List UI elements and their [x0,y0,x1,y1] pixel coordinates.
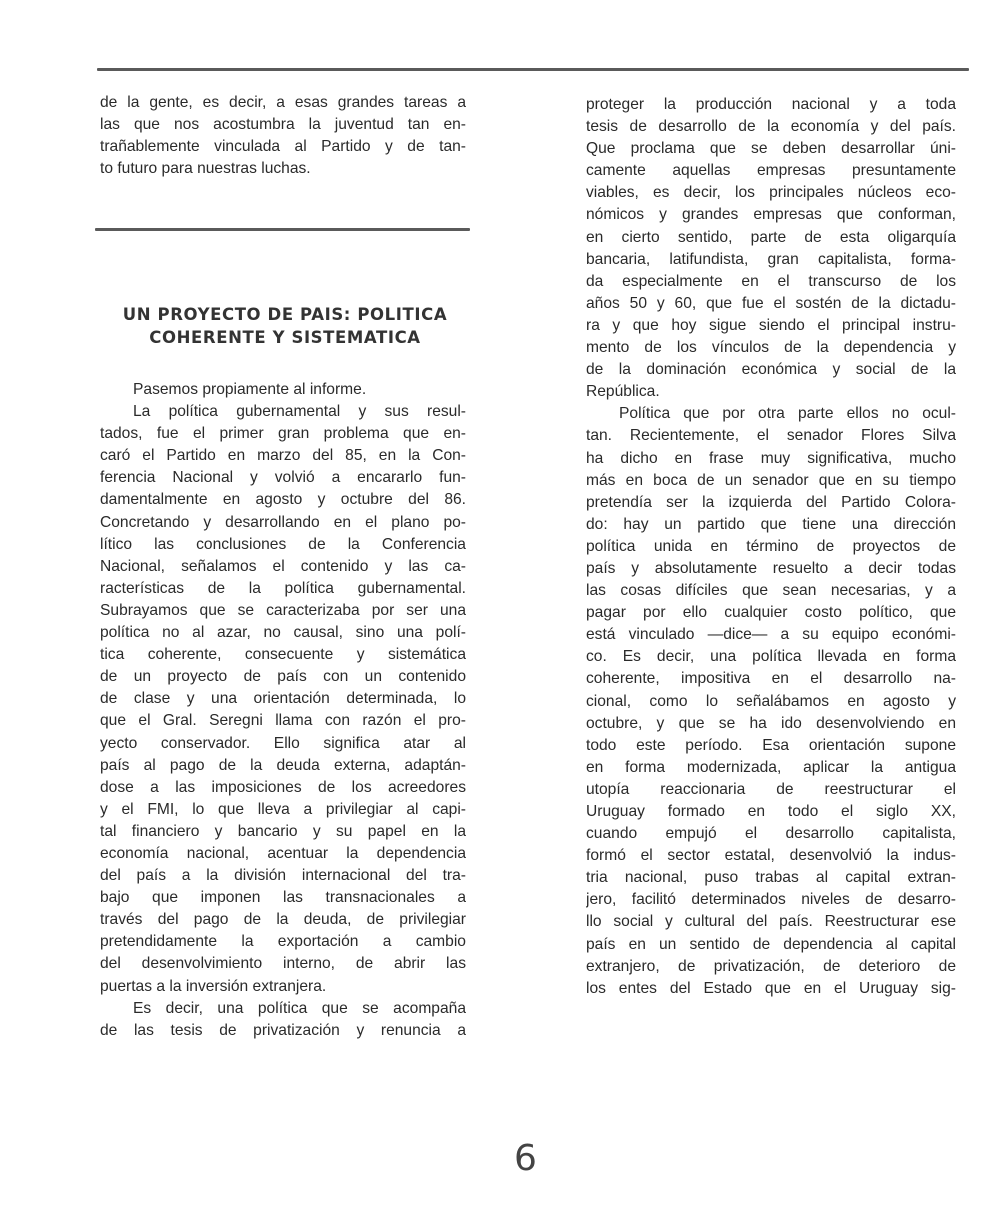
section-heading [95,303,475,349]
text-line: tan. Recientemente, el senador Flores Silva [586,427,956,445]
text-line: utopía reaccionaria de reestructurar el [586,780,956,798]
text-line: más en boca de un senador que en su tiempo [586,471,956,489]
text-line: tica coherente, consecuente y sistemática [100,646,466,664]
text-line: pagar por ello cualquier costo político, que [586,604,956,622]
text-line: del desenvolvimiento interno, de abrir las [100,955,466,973]
text-line: Concretando y desarrollando en el plano po- [100,513,466,531]
text-line: nómicos y grandes empresas que conforman, [586,206,956,224]
text-line: lítico las conclusiones de la Conferencia [100,535,466,553]
text-line: Nacional, señalamos el contenido y las ca- [100,557,466,575]
text-line: bajo que imponen las transnacionales a [100,889,466,907]
left-body-text [100,379,466,1042]
text-line: Subrayamos que se caracterizaba por ser una [100,601,466,619]
left-intro-paragraph [100,92,466,180]
text-line: tria nacional, puso trabas al capital extran- [586,869,956,887]
text-line: en forma modernizada, aplicar la antigua [586,758,956,776]
text-line: tal financiero y bancario y su papel en la [100,822,466,840]
text-line: de clase y una orientación determinada, lo [100,690,466,708]
text-line: las cosas difíciles que sean necesarias, y a [586,582,956,600]
text-line: caró el Partido en marzo del 85, en la Con- [100,447,466,465]
text-line: extranjero, de privatización, de deterioro de [586,957,956,975]
text-line: ra y que hoy sigue siendo el principal instru- [586,316,956,334]
text-line: República. [586,383,660,401]
text-line: los entes del Estado que en el Uruguay sig- [586,979,956,997]
text-line: está vinculado —dice— a su equipo económi- [586,626,956,644]
text-line: proteger la producción nacional y a toda [586,96,956,113]
text-line: todo este período. Esa orientación supone [586,736,956,754]
text-line: jero, facilitó determinados niveles de desarro- [586,891,956,909]
text-line: La política gubernamental y sus resul- [133,403,466,421]
page-number: 6 [514,1138,537,1179]
heading-line: COHERENTE Y SISTEMATICA [149,328,421,347]
right-body-text [586,94,956,1000]
text-line: ha dicho en frase muy significativa, mucho [586,449,956,467]
text-line: camente aquellas empresas presuntamente [586,162,956,180]
text-line: co. Es decir, una política llevada en forma [586,648,956,666]
text-line: de las tesis de privatización y renuncia a [100,1021,466,1039]
text-line: to futuro para nuestras luchas. [100,160,311,178]
text-line: cuando empujó el desarrollo capitalista, [586,825,956,843]
text-line: economía nacional, acentuar la dependencia [100,844,466,862]
text-line: país al pago de la deuda externa, adaptán- [100,756,466,774]
text-line: do: hay un partido que tiene una dirección [586,515,956,533]
text-line: da especialmente en el transcurso de los [586,272,956,290]
text-line: dose a las imposiciones de los acreedores [100,778,466,796]
text-line: Pasemos propiamente al informe. [133,381,367,398]
text-line: años 50 y 60, que fue el sostén de la dictadu- [586,294,956,312]
text-line: en cierto sentido, parte de esta oligarquía [586,228,956,246]
text-line: Es decir, una política que se acompaña [133,999,466,1017]
top-rule-divider [97,68,969,71]
text-line: formó el sector estatal, desenvolvió la indus- [586,847,956,865]
text-line: Política que por otra parte ellos no ocul- [619,405,956,423]
text-line: trañablemente vinculada al Partido y de tan- [100,138,466,156]
text-line: ferencia Nacional y volvió a encararlo fun- [100,469,466,487]
text-line: tados, fue el primer gran problema que en- [100,425,466,443]
text-line: política no al azar, no causal, sino una polí- [100,624,466,642]
text-line: coherente, impositiva en el desarrollo na- [586,670,956,688]
text-line: través del pago de la deuda, de privilegiar [100,911,466,929]
text-line: de un proyecto de país con un contenido [100,668,466,686]
text-line: las que nos acostumbra la juventud tan en- [100,116,466,134]
text-line: Uruguay formado en todo el siglo XX, [586,803,956,820]
text-line: cional, como lo señalábamos en agosto y [586,692,956,710]
text-line: viables, es decir, los principales núcleos eco- [586,184,956,202]
text-line: mento de los vínculos de la dependencia y [586,339,956,357]
text-line: que el Gral. Seregni llama con razón el pro- [100,712,466,730]
text-line: del país a la división internacional del tra- [100,867,466,885]
text-line: país y absolutamente resuelto a decir todas [586,559,956,577]
text-line: de la gente, es decir, a esas grandes tareas a [100,94,466,111]
text-line: pretendidamente la exportación a cambio [100,933,466,951]
text-line: puertas a la inversión extranjera. [100,977,327,995]
text-line: política unida en término de proyectos de [586,537,956,555]
text-line: pretendía ser la izquierda del Partido Colora- [586,493,956,511]
text-line: país en un sentido de dependencia al capital [586,935,956,953]
text-line: bancaria, latifundista, gran capitalista, forma- [586,250,956,268]
text-line: Que proclama que se deben desarrollar úni- [586,140,956,158]
section-rule-divider [95,228,470,231]
text-line: tesis de desarrollo de la economía y del país. [586,118,956,136]
text-line: yecto conservador. Ello significa atar al [100,734,466,752]
text-line: racterísticas de la política gubernamental. [100,579,466,597]
text-line: y el FMI, lo que lleva a privilegiar al capi- [100,800,466,818]
text-line: damentalmente en agosto y octubre del 86. [100,491,466,509]
text-line: de la dominación económica y social de la [586,361,956,379]
heading-line: UN PROYECTO DE PAIS: POLITICA [122,305,448,324]
text-line: llo social y cultural del país. Reestructurar ese [586,913,956,931]
text-line: octubre, y que se ha ido desenvolviendo en [586,714,956,732]
